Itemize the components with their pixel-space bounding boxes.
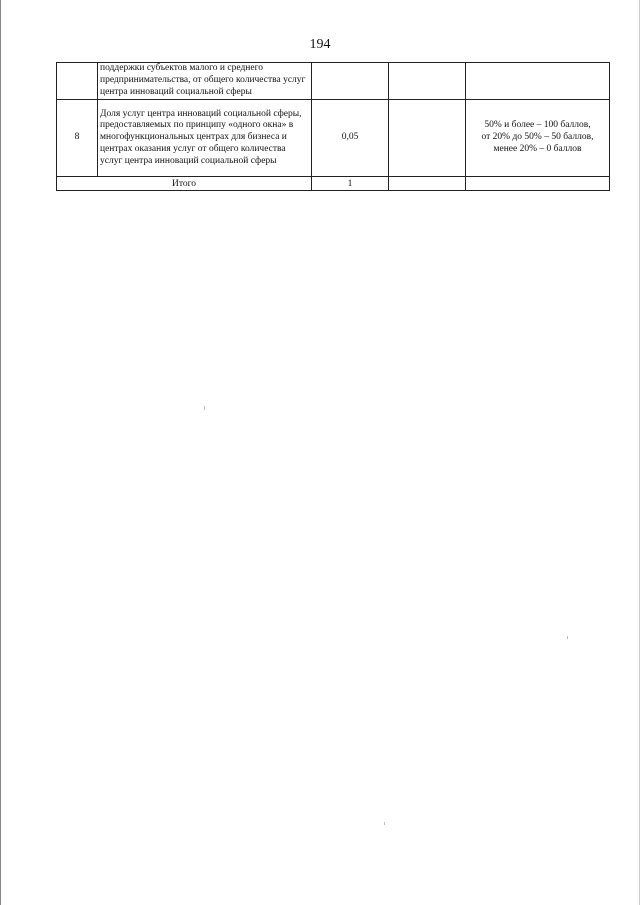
cell-number — [57, 63, 98, 100]
cell-weight — [312, 63, 389, 100]
scan-speck — [567, 636, 568, 639]
cell-weight: 0,05 — [312, 100, 389, 177]
cell-indicator-text: поддержки субъектов малого и среднего предпринимательства, от общего количества услуг центра инноваций социальной сферы — [98, 63, 312, 100]
score-line: 50% и более – 100 баллов, — [484, 120, 591, 131]
scan-left-edge — [0, 0, 1, 905]
cell-score — [466, 100, 610, 177]
cell-empty — [389, 177, 466, 191]
cell-empty — [389, 100, 466, 177]
criteria-table — [56, 62, 610, 191]
cell-number: 8 — [57, 100, 98, 177]
score-line: менее 20% – 0 баллов — [493, 143, 582, 154]
score-line: от 20% до 50% – 50 баллов, — [481, 132, 594, 143]
table-row-continuation — [57, 63, 610, 100]
cell-score — [466, 177, 610, 191]
cell-total-label: Итого — [57, 177, 312, 191]
scan-speck — [204, 406, 205, 410]
cell-indicator-text: Доля услуг центра инноваций социальной сферы, предоставляемых по принципу «одного окна» в многофункциональных центрах для бизнеса и центрах оказания услуг от общего количества услуг центра инноваций социальной сферы — [98, 100, 312, 177]
table-row-total — [57, 177, 610, 191]
cell-empty — [389, 63, 466, 100]
scan-speck — [384, 822, 385, 825]
cell-score — [466, 63, 610, 100]
page-number: 194 — [309, 37, 331, 52]
cell-total-weight: 1 — [312, 177, 389, 191]
table-row-8 — [57, 100, 610, 177]
